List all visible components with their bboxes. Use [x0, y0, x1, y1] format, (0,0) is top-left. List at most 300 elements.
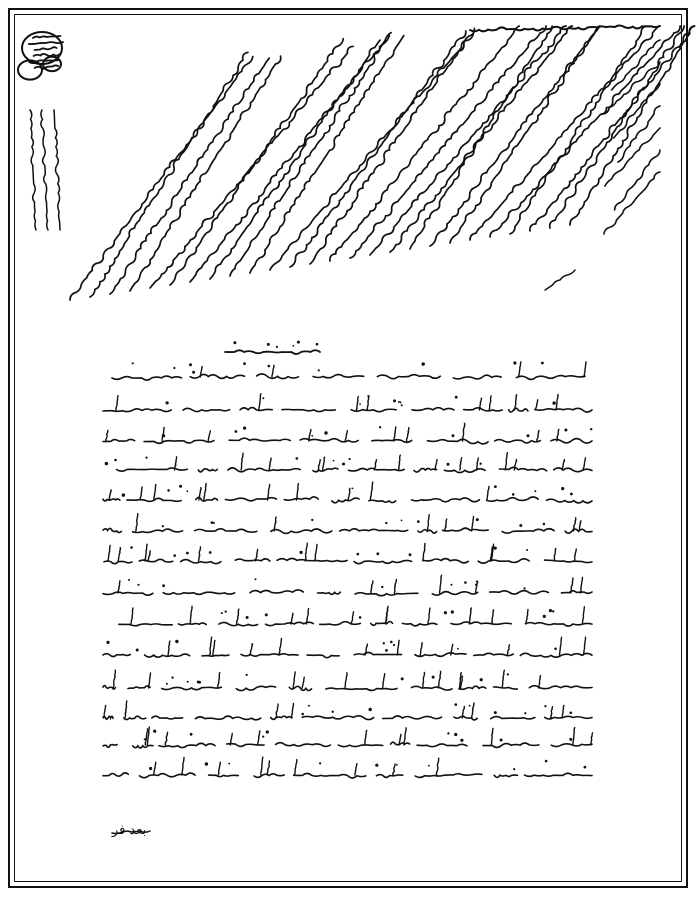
text-line-6 — [340, 529, 408, 532]
text-line-7 — [423, 544, 425, 562]
text-line-6 — [445, 519, 447, 531]
text-line-11-dots — [507, 673, 509, 675]
text-line-2-dots — [262, 397, 264, 399]
text-line-2 — [351, 409, 396, 411]
text-line-3-dots — [527, 434, 530, 437]
text-line-1-dots — [268, 365, 271, 368]
text-line-6-dots — [476, 518, 479, 521]
text-line-7-dots — [357, 553, 360, 556]
text-line-10 — [520, 653, 592, 657]
text-line-3 — [495, 440, 541, 443]
text-line-8-dots — [523, 587, 525, 589]
text-line-14-dots — [375, 764, 378, 767]
text-line-10-dots — [554, 648, 557, 651]
text-line-11 — [438, 671, 440, 688]
text-line-10-dots — [457, 648, 459, 650]
text-line-14-dots — [228, 763, 230, 765]
text-line-2 — [556, 394, 558, 410]
text-line-8 — [476, 581, 478, 593]
text-line-8-dots — [137, 584, 139, 586]
marginal-note-line — [90, 52, 248, 297]
text-line-10 — [202, 655, 229, 656]
text-line-5-dots — [534, 490, 536, 492]
text-line-9-dots — [225, 611, 227, 613]
text-line-11-dots — [197, 681, 200, 684]
text-line-12 — [302, 716, 374, 720]
text-line-6-dots — [211, 521, 214, 524]
text-line-13-dots — [454, 733, 457, 736]
text-line-7-dots — [173, 554, 176, 557]
text-line-1-dots — [318, 369, 320, 371]
text-line-14 — [254, 774, 284, 778]
text-line-1-dots — [132, 362, 134, 364]
text-line-8-dots — [464, 581, 467, 584]
text-line-6 — [195, 529, 257, 532]
text-line-12 — [152, 716, 183, 719]
text-line-3 — [144, 440, 214, 443]
text-line-2 — [103, 409, 171, 412]
text-line-5 — [140, 487, 142, 500]
text-line-10 — [420, 643, 422, 655]
text-line-7-dots — [186, 552, 189, 555]
text-line-14 — [524, 773, 592, 776]
text-line-12 — [276, 704, 278, 718]
text-line-4 — [499, 467, 546, 471]
text-line-4 — [269, 458, 271, 470]
text-line-10-dots — [393, 644, 395, 646]
text-line-11-dots — [171, 676, 173, 678]
text-line-8-dots — [255, 578, 257, 580]
text-line-11 — [422, 673, 424, 689]
text-line-3-dots — [564, 429, 567, 432]
marginal-notes — [30, 26, 695, 300]
text-line-1-dots — [189, 363, 192, 366]
text-line-5 — [487, 487, 489, 501]
text-line-2 — [240, 408, 272, 411]
text-line-8 — [371, 581, 373, 593]
text-line-5 — [296, 484, 298, 500]
text-line-2 — [116, 396, 118, 410]
text-line-7-dots — [300, 551, 303, 554]
text-line-11 — [502, 670, 504, 688]
text-line-14 — [209, 775, 239, 777]
marginal-note-line — [54, 110, 60, 230]
text-line-7 — [108, 545, 110, 561]
text-line-3 — [463, 423, 465, 441]
text-line-1-dots — [513, 361, 516, 364]
text-line-13 — [551, 744, 592, 747]
text-line-14-dots — [513, 768, 515, 770]
text-line-10-dots — [390, 641, 393, 644]
text-line-10-dots — [136, 649, 139, 652]
text-line-9-dots — [246, 616, 249, 619]
text-line-13 — [417, 744, 467, 747]
text-line-12 — [551, 707, 553, 718]
basmala-dots — [316, 343, 319, 346]
text-line-9 — [291, 613, 293, 624]
text-line-10 — [145, 654, 190, 657]
text-line-4 — [554, 468, 592, 472]
text-line-9-dots — [444, 611, 447, 614]
text-line-12-dots — [308, 705, 310, 707]
text-line-10-dots — [385, 649, 388, 652]
text-line-9 — [351, 612, 353, 624]
text-line-1 — [584, 362, 586, 377]
text-line-12 — [491, 717, 535, 719]
text-line-9-dots — [359, 616, 362, 619]
text-line-3-dots — [235, 430, 238, 433]
text-line-12 — [383, 716, 442, 719]
text-line-12-dots — [469, 705, 471, 707]
basmala-dots — [297, 341, 300, 344]
text-line-13 — [165, 732, 167, 745]
text-line-13 — [404, 728, 406, 745]
seal-inscription — [34, 54, 60, 56]
text-line-14 — [494, 775, 517, 777]
text-line-3-dots — [311, 435, 313, 437]
text-line-12-dots — [570, 712, 573, 715]
text-line-12-dots — [494, 711, 497, 714]
text-line-7 — [145, 544, 147, 561]
text-line-7-dots — [209, 551, 212, 554]
text-line-10 — [210, 637, 212, 655]
text-line-12 — [124, 716, 146, 719]
text-line-14-dots — [428, 765, 430, 767]
text-line-6-dots — [519, 524, 522, 527]
text-line-3-dots — [324, 431, 327, 434]
text-line-7 — [277, 558, 347, 561]
text-line-13 — [276, 743, 331, 747]
text-line-5 — [487, 497, 539, 501]
text-line-1-dots — [192, 371, 195, 374]
text-line-9 — [131, 608, 133, 624]
marginal-note-line — [510, 26, 646, 234]
text-line-3 — [229, 438, 290, 441]
text-line-4 — [562, 460, 564, 471]
text-line-4-dots — [447, 463, 450, 466]
text-line-14-dots — [149, 767, 152, 770]
footer-word: بعد فر — [112, 823, 147, 838]
text-line-5-dots — [179, 485, 182, 488]
text-line-6 — [136, 514, 138, 531]
text-line-14 — [355, 764, 357, 775]
text-line-6-dots — [401, 520, 403, 522]
basmala-dots — [276, 346, 278, 348]
seal-stamp — [18, 32, 63, 80]
text-line-2 — [183, 408, 230, 411]
text-line-9-dots — [451, 610, 454, 613]
text-line-4 — [505, 453, 507, 470]
text-line-3 — [394, 427, 396, 441]
text-line-8-dots — [476, 581, 478, 583]
text-line-2 — [367, 396, 369, 410]
text-line-5 — [204, 484, 206, 501]
text-line-8-dots — [451, 584, 453, 586]
text-line-2 — [356, 397, 358, 410]
text-line-1 — [313, 375, 364, 378]
text-line-13 — [591, 733, 593, 745]
text-line-9-dots — [221, 612, 223, 614]
text-line-11 — [459, 686, 486, 689]
text-line-14 — [436, 758, 438, 775]
text-line-7 — [139, 559, 173, 562]
text-line-9 — [219, 622, 258, 625]
text-line-1 — [272, 365, 274, 377]
text-line-13 — [491, 728, 493, 745]
text-line-6 — [443, 528, 489, 531]
text-line-11 — [293, 672, 295, 688]
text-line-4 — [398, 455, 400, 470]
text-line-7 — [305, 543, 307, 561]
marginal-note-line — [550, 26, 684, 228]
text-line-4-dots — [342, 463, 345, 466]
text-line-12 — [195, 716, 260, 720]
text-line-11 — [539, 676, 541, 688]
text-line-6-dots — [162, 525, 164, 527]
text-line-4 — [583, 458, 585, 470]
text-line-4-dots — [145, 457, 147, 459]
text-line-2 — [535, 408, 592, 412]
text-line-7 — [478, 559, 529, 563]
seal-inscription — [35, 65, 59, 68]
text-line-10 — [279, 639, 281, 655]
text-line-4-dots — [349, 458, 351, 460]
text-line-8-dots — [475, 584, 477, 586]
text-line-4-dots — [114, 459, 117, 462]
text-line-12 — [104, 705, 106, 718]
text-line-4 — [460, 458, 462, 470]
basmala-line — [225, 341, 320, 354]
text-line-1-dots — [422, 362, 425, 365]
text-line-7 — [354, 560, 412, 563]
text-line-2 — [489, 396, 491, 410]
text-line-2 — [412, 408, 454, 411]
text-line-12-dots — [332, 711, 334, 713]
text-line-4 — [349, 468, 405, 471]
text-line-7-dots — [494, 547, 497, 550]
text-line-1 — [112, 376, 182, 380]
text-line-6 — [502, 529, 554, 533]
text-line-2-dots — [401, 404, 403, 406]
text-line-8 — [163, 592, 235, 594]
text-line-12-dots — [544, 705, 546, 707]
text-line-11 — [149, 673, 151, 688]
text-line-10 — [354, 653, 401, 655]
text-line-11 — [218, 673, 220, 689]
text-line-11-dots — [187, 681, 189, 683]
text-line-14 — [267, 761, 269, 775]
text-line-5 — [370, 482, 372, 500]
text-line-9 — [526, 610, 528, 625]
text-line-12 — [562, 705, 564, 718]
text-line-3-dots — [162, 434, 165, 437]
text-line-5-dots — [561, 487, 564, 490]
text-line-1 — [453, 375, 501, 379]
text-line-7 — [315, 545, 317, 562]
text-line-12-dots — [301, 713, 304, 716]
text-line-6-dots — [543, 523, 546, 526]
text-line-9 — [451, 622, 511, 624]
text-line-7-dots — [526, 549, 528, 551]
text-line-7 — [574, 549, 576, 561]
text-line-3 — [103, 439, 135, 441]
text-line-12 — [454, 716, 477, 720]
text-line-4 — [313, 468, 338, 472]
text-line-5 — [109, 490, 111, 500]
text-line-8 — [250, 590, 303, 593]
text-line-13 — [365, 730, 367, 745]
text-line-4 — [198, 469, 217, 472]
text-line-2 — [259, 394, 261, 410]
text-line-10-dots — [106, 641, 109, 644]
text-line-4 — [435, 460, 437, 470]
text-line-1 — [377, 375, 440, 379]
text-line-14-dots — [205, 762, 208, 765]
text-line-14 — [139, 773, 195, 778]
text-line-7 — [198, 547, 200, 561]
text-line-4-dots — [479, 463, 481, 465]
text-line-14-dots — [319, 762, 321, 764]
text-line-9 — [469, 608, 471, 624]
text-line-2-dots — [399, 401, 401, 403]
text-line-14 — [295, 760, 297, 775]
text-line-5-dots — [512, 493, 515, 496]
text-line-11-dots — [401, 677, 404, 680]
text-line-7 — [554, 548, 556, 561]
text-line-8 — [580, 578, 582, 594]
marginal-note-line — [170, 39, 343, 285]
text-line-8 — [118, 581, 120, 593]
text-line-9-dots — [543, 615, 546, 618]
text-line-11-dots — [246, 674, 248, 676]
text-line-8 — [490, 591, 549, 594]
text-line-5-dots — [494, 485, 497, 488]
text-line-8 — [561, 591, 592, 594]
text-line-9 — [402, 623, 437, 626]
text-line-5 — [225, 498, 276, 501]
text-line-7 — [235, 559, 269, 561]
text-line-4 — [444, 469, 485, 473]
text-line-4-dots — [296, 457, 299, 460]
text-line-10 — [560, 637, 562, 655]
text-line-9-dots — [265, 613, 268, 616]
text-line-6 — [133, 529, 183, 532]
text-line-3 — [372, 440, 412, 443]
text-line-12 — [271, 716, 292, 719]
text-line-7-dots — [376, 552, 379, 555]
seal-inscription — [35, 47, 57, 50]
text-line-9 — [428, 608, 430, 624]
text-line-4 — [414, 468, 437, 472]
text-line-14 — [377, 775, 403, 778]
text-line-5 — [332, 498, 359, 503]
text-line-13-dots — [190, 733, 193, 736]
text-line-10 — [168, 641, 170, 655]
text-line-2 — [464, 408, 503, 411]
text-line-9 — [237, 609, 239, 624]
text-line-13-dots — [266, 730, 269, 733]
text-line-11 — [345, 673, 347, 688]
text-line-12-dots — [454, 703, 457, 706]
text-line-5 — [546, 499, 592, 503]
text-line-1 — [516, 376, 585, 380]
marginal-note-line — [130, 56, 281, 291]
text-line-6-dots — [385, 522, 387, 524]
text-line-8 — [394, 579, 396, 593]
seal-inscription — [29, 42, 63, 44]
text-line-9-dots — [552, 610, 554, 612]
text-line-13 — [133, 745, 153, 747]
text-line-10 — [397, 640, 399, 655]
basmala-dots — [233, 341, 236, 344]
text-line-3-dots — [590, 428, 592, 430]
text-line-5-dots — [167, 489, 170, 492]
text-line-14 — [154, 762, 156, 775]
text-line-8-dots — [128, 579, 130, 581]
text-line-2-dots — [359, 403, 361, 405]
text-line-13-dots — [447, 732, 449, 734]
text-line-7 — [148, 551, 150, 561]
basmala-stroke — [225, 350, 320, 354]
text-line-3 — [537, 431, 539, 442]
text-line-4 — [228, 468, 300, 472]
text-line-2 — [282, 409, 335, 411]
text-line-2-dots — [166, 401, 169, 404]
text-line-8-dots — [162, 584, 165, 587]
text-line-1 — [257, 374, 299, 379]
text-line-11 — [113, 670, 115, 688]
text-line-4 — [241, 453, 243, 470]
text-line-4 — [323, 457, 325, 470]
text-line-11 — [302, 677, 304, 688]
text-line-9 — [582, 607, 584, 624]
text-line-11-dots — [480, 678, 483, 681]
text-line-5-dots — [186, 490, 188, 492]
text-line-13-dots — [262, 736, 264, 738]
text-line-11 — [411, 686, 452, 690]
text-line-6 — [271, 529, 332, 533]
text-line-9 — [320, 622, 361, 625]
text-line-12-dots — [369, 708, 372, 711]
text-line-6-dots — [311, 519, 313, 521]
text-line-13-dots — [569, 738, 572, 741]
text-line-5 — [412, 498, 480, 502]
text-line-13-dots — [460, 739, 463, 742]
text-line-8 — [318, 592, 341, 594]
text-line-3 — [345, 431, 347, 441]
text-line-1 — [190, 374, 244, 378]
text-line-14 — [182, 758, 184, 776]
text-line-9 — [179, 623, 207, 625]
text-line-4-dots — [105, 462, 108, 465]
text-line-9 — [190, 606, 192, 624]
text-line-3-dots — [452, 434, 455, 437]
text-line-11-dots — [432, 676, 435, 679]
text-line-11 — [128, 686, 150, 689]
text-line-2 — [536, 400, 538, 410]
text-line-2-dots — [393, 399, 396, 402]
text-line-12 — [291, 704, 293, 719]
text-line-3-dots — [379, 426, 381, 428]
text-line-9 — [492, 610, 494, 624]
text-line-10 — [307, 655, 339, 658]
text-line-7 — [423, 559, 469, 563]
text-line-8 — [103, 592, 153, 595]
text-line-12 — [472, 703, 474, 718]
text-line-12 — [125, 701, 127, 718]
text-line-5 — [103, 499, 120, 501]
main-text-block — [103, 361, 593, 778]
